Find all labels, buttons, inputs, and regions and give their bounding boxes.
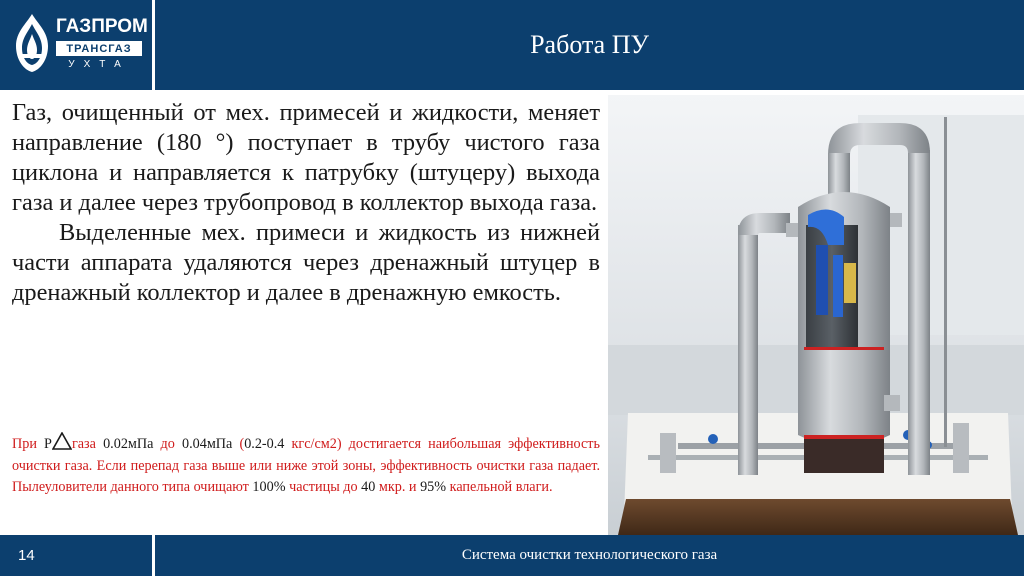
note-value-4: 100% bbox=[252, 479, 286, 495]
note-text-4: ( bbox=[232, 436, 245, 452]
paragraph-1: Газ, очищенный от мех. примесей и жидкости, меняет направление (180 °) поступает в трубу чистого газа циклона и направляется к патрубку (штуцеру) выхода газа и далее через трубопровод в коллектор выхода газа. bbox=[12, 99, 600, 216]
efficiency-note bbox=[12, 432, 600, 499]
note-text-1: При bbox=[12, 436, 45, 452]
dust-collector-photo bbox=[608, 95, 1024, 535]
note-text-9: капельной влаги. bbox=[446, 479, 553, 495]
flame-logo-icon bbox=[8, 10, 56, 82]
note-text-7: частицы до bbox=[285, 479, 362, 495]
note-value-2: 0.04мПа bbox=[181, 436, 233, 452]
logo-city-text: УХТА bbox=[68, 59, 130, 70]
logo-sub-text: ТРАНСГАЗ bbox=[56, 41, 142, 56]
pressure-symbol: P bbox=[44, 436, 52, 452]
note-value-1: 0.02мПа bbox=[103, 436, 154, 452]
main-text bbox=[12, 98, 600, 308]
footer-title: Система очистки технологического газа bbox=[461, 547, 718, 563]
logo-main-text: ГАЗПРОМ bbox=[56, 16, 148, 37]
slide-title: Работа ПУ bbox=[530, 30, 649, 59]
page-number: 14 bbox=[18, 547, 35, 564]
delta-icon bbox=[52, 432, 72, 450]
company-logo bbox=[0, 0, 152, 90]
note-text-6: ) достигается наибольшая эффективность очистки газа. Если перепад газа выше или ниже этой зоны, эффективность очистки газа падает. Пылеуловители данного типа очищают bbox=[12, 436, 600, 495]
note-text-5: кгс/см2 bbox=[284, 436, 337, 452]
note-text-8: мкр. и bbox=[375, 479, 421, 495]
paragraph-2: Выделенные мех. примеси и жидкость из нижней части аппарата удаляются через дренажный штуцер в дренажный коллектор и далее в дренажную емкость. bbox=[12, 219, 600, 306]
note-text-2: газа bbox=[71, 436, 104, 452]
note-value-3: 0.2-0.4 bbox=[244, 436, 285, 452]
separator-model-image bbox=[608, 95, 1024, 535]
note-text-3: до bbox=[153, 436, 182, 452]
note-value-5: 40 bbox=[361, 479, 376, 495]
note-value-6: 95% bbox=[420, 479, 447, 495]
